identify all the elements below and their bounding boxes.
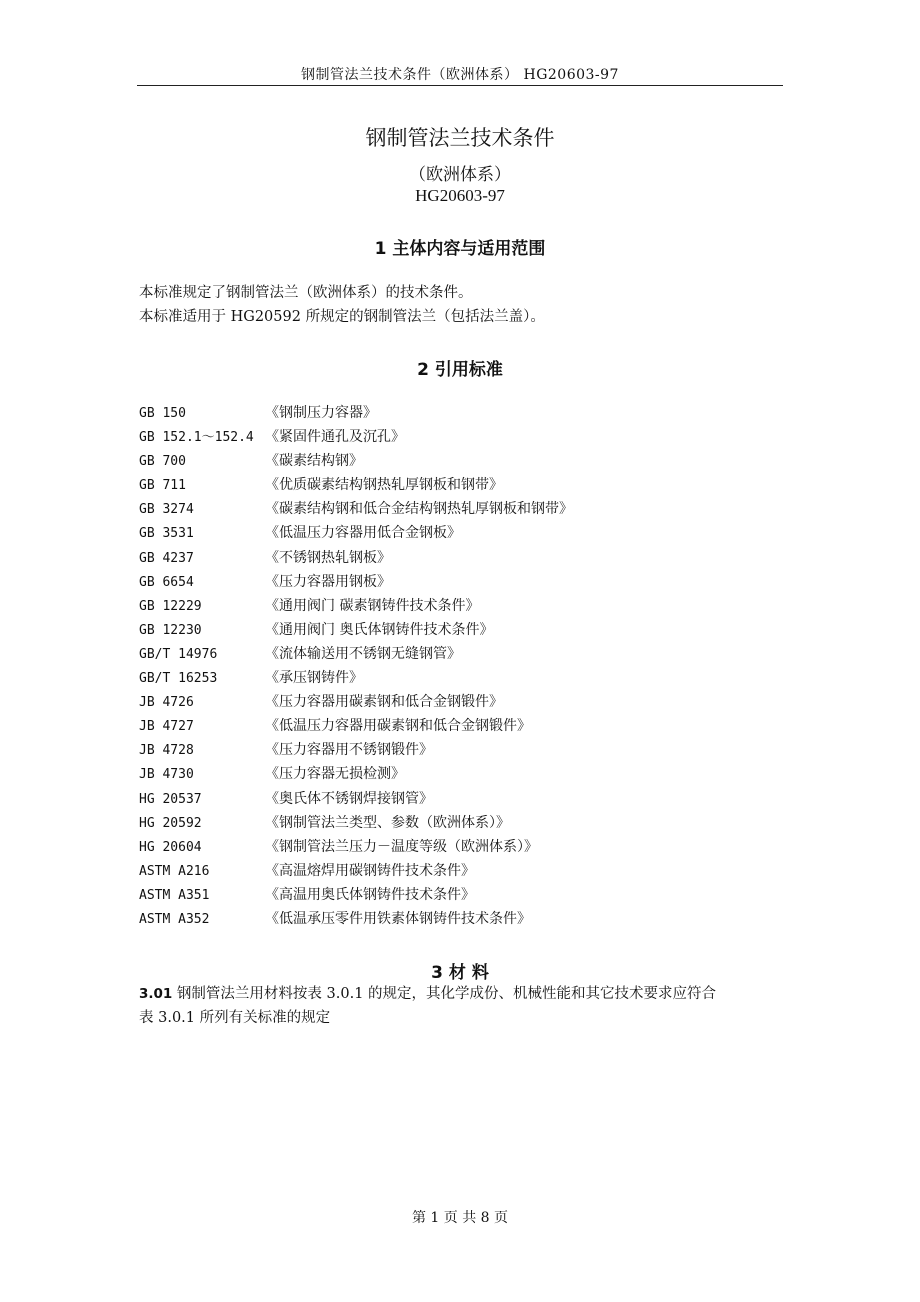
reference-row: [139, 570, 789, 594]
section-1-line: 本标准适用于 HG20592 所规定的钢制管法兰（包括法兰盖）。: [139, 309, 545, 325]
section-3-body: [139, 982, 789, 1030]
reference-title: 《通用阀门 奥氏体钢铸件技术条件》: [265, 621, 494, 638]
reference-title: 《不锈钢热轧钢板》: [265, 549, 391, 566]
document-subtitle: （欧洲体系）: [409, 165, 511, 185]
reference-row: [139, 449, 789, 473]
reference-title: 《高温熔焊用碳钢铸件技术条件》: [265, 862, 475, 879]
reference-code: GB 3531: [139, 526, 194, 542]
reference-code: GB 152.1～152.4: [139, 430, 254, 446]
reference-title: 《低温承压零件用铁素体钢铸件技术条件》: [265, 910, 531, 927]
reference-row: [139, 618, 789, 642]
running-header: 钢制管法兰技术条件（欧洲体系） HG20603-97: [301, 67, 619, 83]
standard-code: HG20603-97: [415, 186, 505, 205]
reference-title: 《压力容器用不锈钢锻件》: [265, 742, 433, 759]
section-3-heading: 3 材 料: [431, 963, 489, 983]
reference-title: 《碳素结构钢》: [265, 453, 363, 470]
reference-row: [139, 521, 789, 545]
reference-code: ASTM A216: [139, 863, 210, 879]
reference-code: GB 12229: [139, 598, 202, 614]
page-footer: 第 1 页 共 8 页: [411, 1210, 509, 1226]
reference-title: 《低温压力容器用碳素钢和低合金钢锻件》: [265, 718, 531, 735]
reference-row: [139, 714, 789, 738]
reference-title: 《碳素结构钢和低合金结构钢热轧厚钢板和钢带》: [265, 501, 573, 518]
reference-code: JB 4727: [139, 719, 194, 735]
reference-code: GB 12230: [139, 622, 202, 638]
reference-title: 《压力容器用碳素钢和低合金钢锻件》: [265, 694, 503, 711]
reference-code: JB 4726: [139, 695, 194, 711]
reference-title: 《钢制压力容器》: [265, 405, 377, 421]
reference-code: HG 20592: [139, 815, 202, 831]
reference-row: [139, 425, 789, 449]
reference-code: HG 20537: [139, 791, 202, 807]
reference-code: GB/T 14976: [139, 646, 218, 662]
section-1-line: 本标准规定了钢制管法兰（欧洲体系）的技术条件。: [139, 285, 473, 301]
reference-row: [139, 546, 789, 570]
reference-row: [139, 642, 789, 666]
reference-row: [139, 859, 789, 883]
reference-row: [139, 762, 789, 786]
reference-code: GB/T 16253: [139, 671, 218, 687]
document-title: 钢制管法兰技术条件: [365, 126, 555, 150]
reference-title: 《高温用奥氏体钢铸件技术条件》: [265, 886, 475, 903]
section-1-heading: 1 主体内容与适用范围: [374, 239, 546, 259]
reference-title: 《通用阀门 碳素钢铸件技术条件》: [265, 597, 480, 614]
clause-number: 3.01: [139, 986, 173, 1002]
reference-title: 《承压钢铸件》: [265, 670, 363, 687]
header-rule: [137, 85, 783, 86]
reference-code: ASTM A351: [139, 887, 210, 903]
clause-3-01-line-1: [139, 982, 789, 1006]
reference-row: [139, 835, 789, 859]
reference-code: JB 4730: [139, 767, 194, 783]
reference-row: [139, 473, 789, 497]
reference-title: 《优质碳素结构钢热轧厚钢板和钢带》: [265, 477, 503, 494]
reference-title: 《紧固件通孔及沉孔》: [265, 429, 405, 446]
reference-code: GB 6654: [139, 574, 194, 590]
reference-code: GB 150: [139, 406, 186, 421]
reference-row: [139, 787, 789, 811]
reference-title: 《压力容器用钢板》: [265, 573, 391, 590]
clause-3-01-line-2: 表 3.0.1 所列有关标准的规定: [139, 1010, 331, 1026]
reference-title: 《奥氏体不锈钢焊接钢管》: [265, 790, 433, 807]
clause-text: 钢制管法兰用材料按表 3.0.1 的规定，其化学成份、机械性能和其它技术要求应符合: [172, 986, 717, 1002]
reference-code: ASTM A352: [139, 911, 210, 927]
reference-code: GB 3274: [139, 502, 194, 518]
reference-row: [139, 690, 789, 714]
reference-row: [139, 666, 789, 690]
reference-title: 《钢制管法兰类型、参数（欧洲体系）》: [265, 814, 510, 831]
reference-code: GB 711: [139, 478, 186, 494]
reference-row: [139, 594, 789, 618]
reference-title: 《压力容器无损检测》: [265, 766, 405, 783]
reference-code: GB 700: [139, 454, 186, 470]
reference-row: [139, 907, 789, 931]
reference-row: [139, 811, 789, 835]
reference-title: 《钢制管法兰压力－温度等级（欧洲体系）》: [265, 838, 538, 855]
reference-title: 《低温压力容器用低合金钢板》: [265, 525, 461, 542]
reference-code: JB 4728: [139, 743, 194, 759]
reference-code: GB 4237: [139, 550, 194, 566]
reference-title: 《流体输送用不锈钢无缝钢管》: [265, 645, 461, 662]
reference-row: [139, 497, 789, 521]
section-1-body: [139, 281, 789, 329]
reference-list: [139, 401, 789, 931]
reference-row: [139, 401, 789, 425]
reference-row: [139, 738, 789, 762]
section-2-heading: 2 引用标准: [417, 360, 503, 380]
reference-row: [139, 883, 789, 907]
reference-code: HG 20604: [139, 839, 202, 855]
